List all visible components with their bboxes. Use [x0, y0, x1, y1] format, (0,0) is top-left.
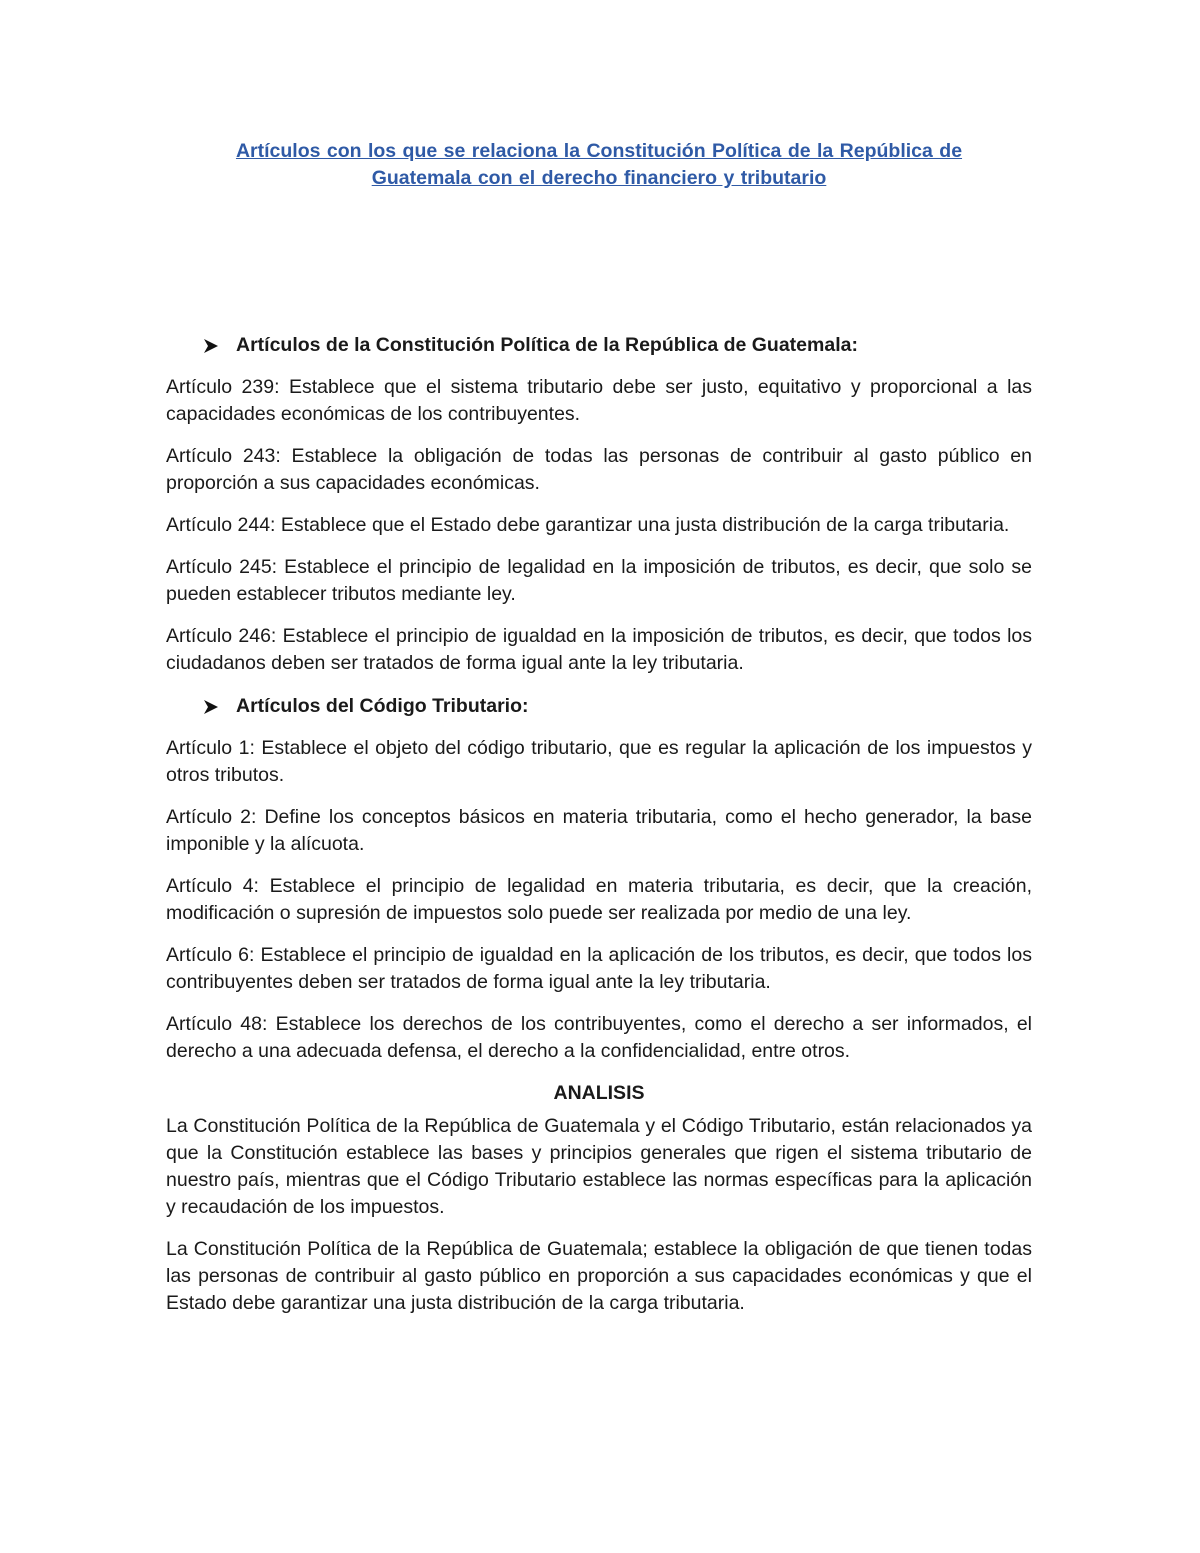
arrowhead-bullet-icon	[202, 337, 220, 355]
analysis-paragraph: La Constitución Política de la República de Guatemala; establece la obligación de que tienen todas las personas de contribuir al gasto público en proporción a sus capacidades económicas y que el Estado debe garantizar una justa distribución de la carga tributaria.	[166, 1238, 1032, 1314]
article-paragraph: Artículo 243: Establece la obligación de todas las personas de contribuir al gasto público en proporción a sus capacidades económicas.	[166, 445, 1032, 494]
article-paragraph: Artículo 244: Establece que el Estado debe garantizar una justa distribución de la carga tributaria.	[166, 514, 1010, 536]
title-line-2: Guatemala con el derecho financiero y tributario	[371, 167, 827, 189]
article-paragraph: Artículo 245: Establece el principio de legalidad en la imposición de tributos, es decir, que solo se pueden establecer tributos mediante ley.	[166, 556, 1032, 605]
article-paragraph: Artículo 48: Establece los derechos de los contribuyentes, como el derecho a ser informados, el derecho a una adecuada defensa, el derecho a la confidencialidad, entre otros.	[166, 1013, 1032, 1062]
analysis-heading: ANALISIS	[553, 1082, 645, 1104]
analysis-paragraph: La Constitución Política de la República de Guatemala y el Código Tributario, están relacionados ya que la Constitución establece las bases y principios generales que rigen el sistema tributario de nuestro país, mientras que el Código Tributario establece las normas específicas para la aplicación y recaudación de los impuestos.	[166, 1115, 1032, 1218]
arrowhead-bullet-icon	[202, 698, 220, 716]
section-heading-text: Artículos del Código Tributario:	[236, 695, 529, 717]
article-paragraph: Artículo 239: Establece que el sistema tributario debe ser justo, equitativo y proporcional a las capacidades económicas de los contribuyentes.	[166, 376, 1032, 425]
article-paragraph: Artículo 6: Establece el principio de igualdad en la aplicación de los tributos, es decir, que todos los contribuyentes deben ser tratados de forma igual ante la ley tributaria.	[166, 944, 1032, 993]
section-heading-codigo-tributario	[166, 693, 1032, 720]
article-paragraph: Artículo 4: Establece el principio de legalidad en materia tributaria, es decir, que la creación, modificación o supresión de impuestos solo puede ser realizada por medio de una ley.	[166, 875, 1032, 924]
title-line-1: Artículos con los que se relaciona la Constitución Política de la República de	[235, 140, 963, 162]
document-page	[166, 138, 1032, 1317]
section-heading-constitucion	[166, 332, 1032, 359]
article-paragraph: Artículo 2: Define los conceptos básicos en materia tributaria, como el hecho generador, la base imponible y la alícuota.	[166, 806, 1032, 855]
article-paragraph: Artículo 246: Establece el principio de igualdad en la imposición de tributos, es decir, que todos los ciudadanos deben ser tratados de forma igual ante la ley tributaria.	[166, 625, 1032, 674]
section-heading-text: Artículos de la Constitución Política de la República de Guatemala:	[236, 334, 858, 356]
document-title	[166, 138, 1032, 192]
article-paragraph: Artículo 1: Establece el objeto del código tributario, que es regular la aplicación de los impuestos y otros tributos.	[166, 737, 1032, 786]
